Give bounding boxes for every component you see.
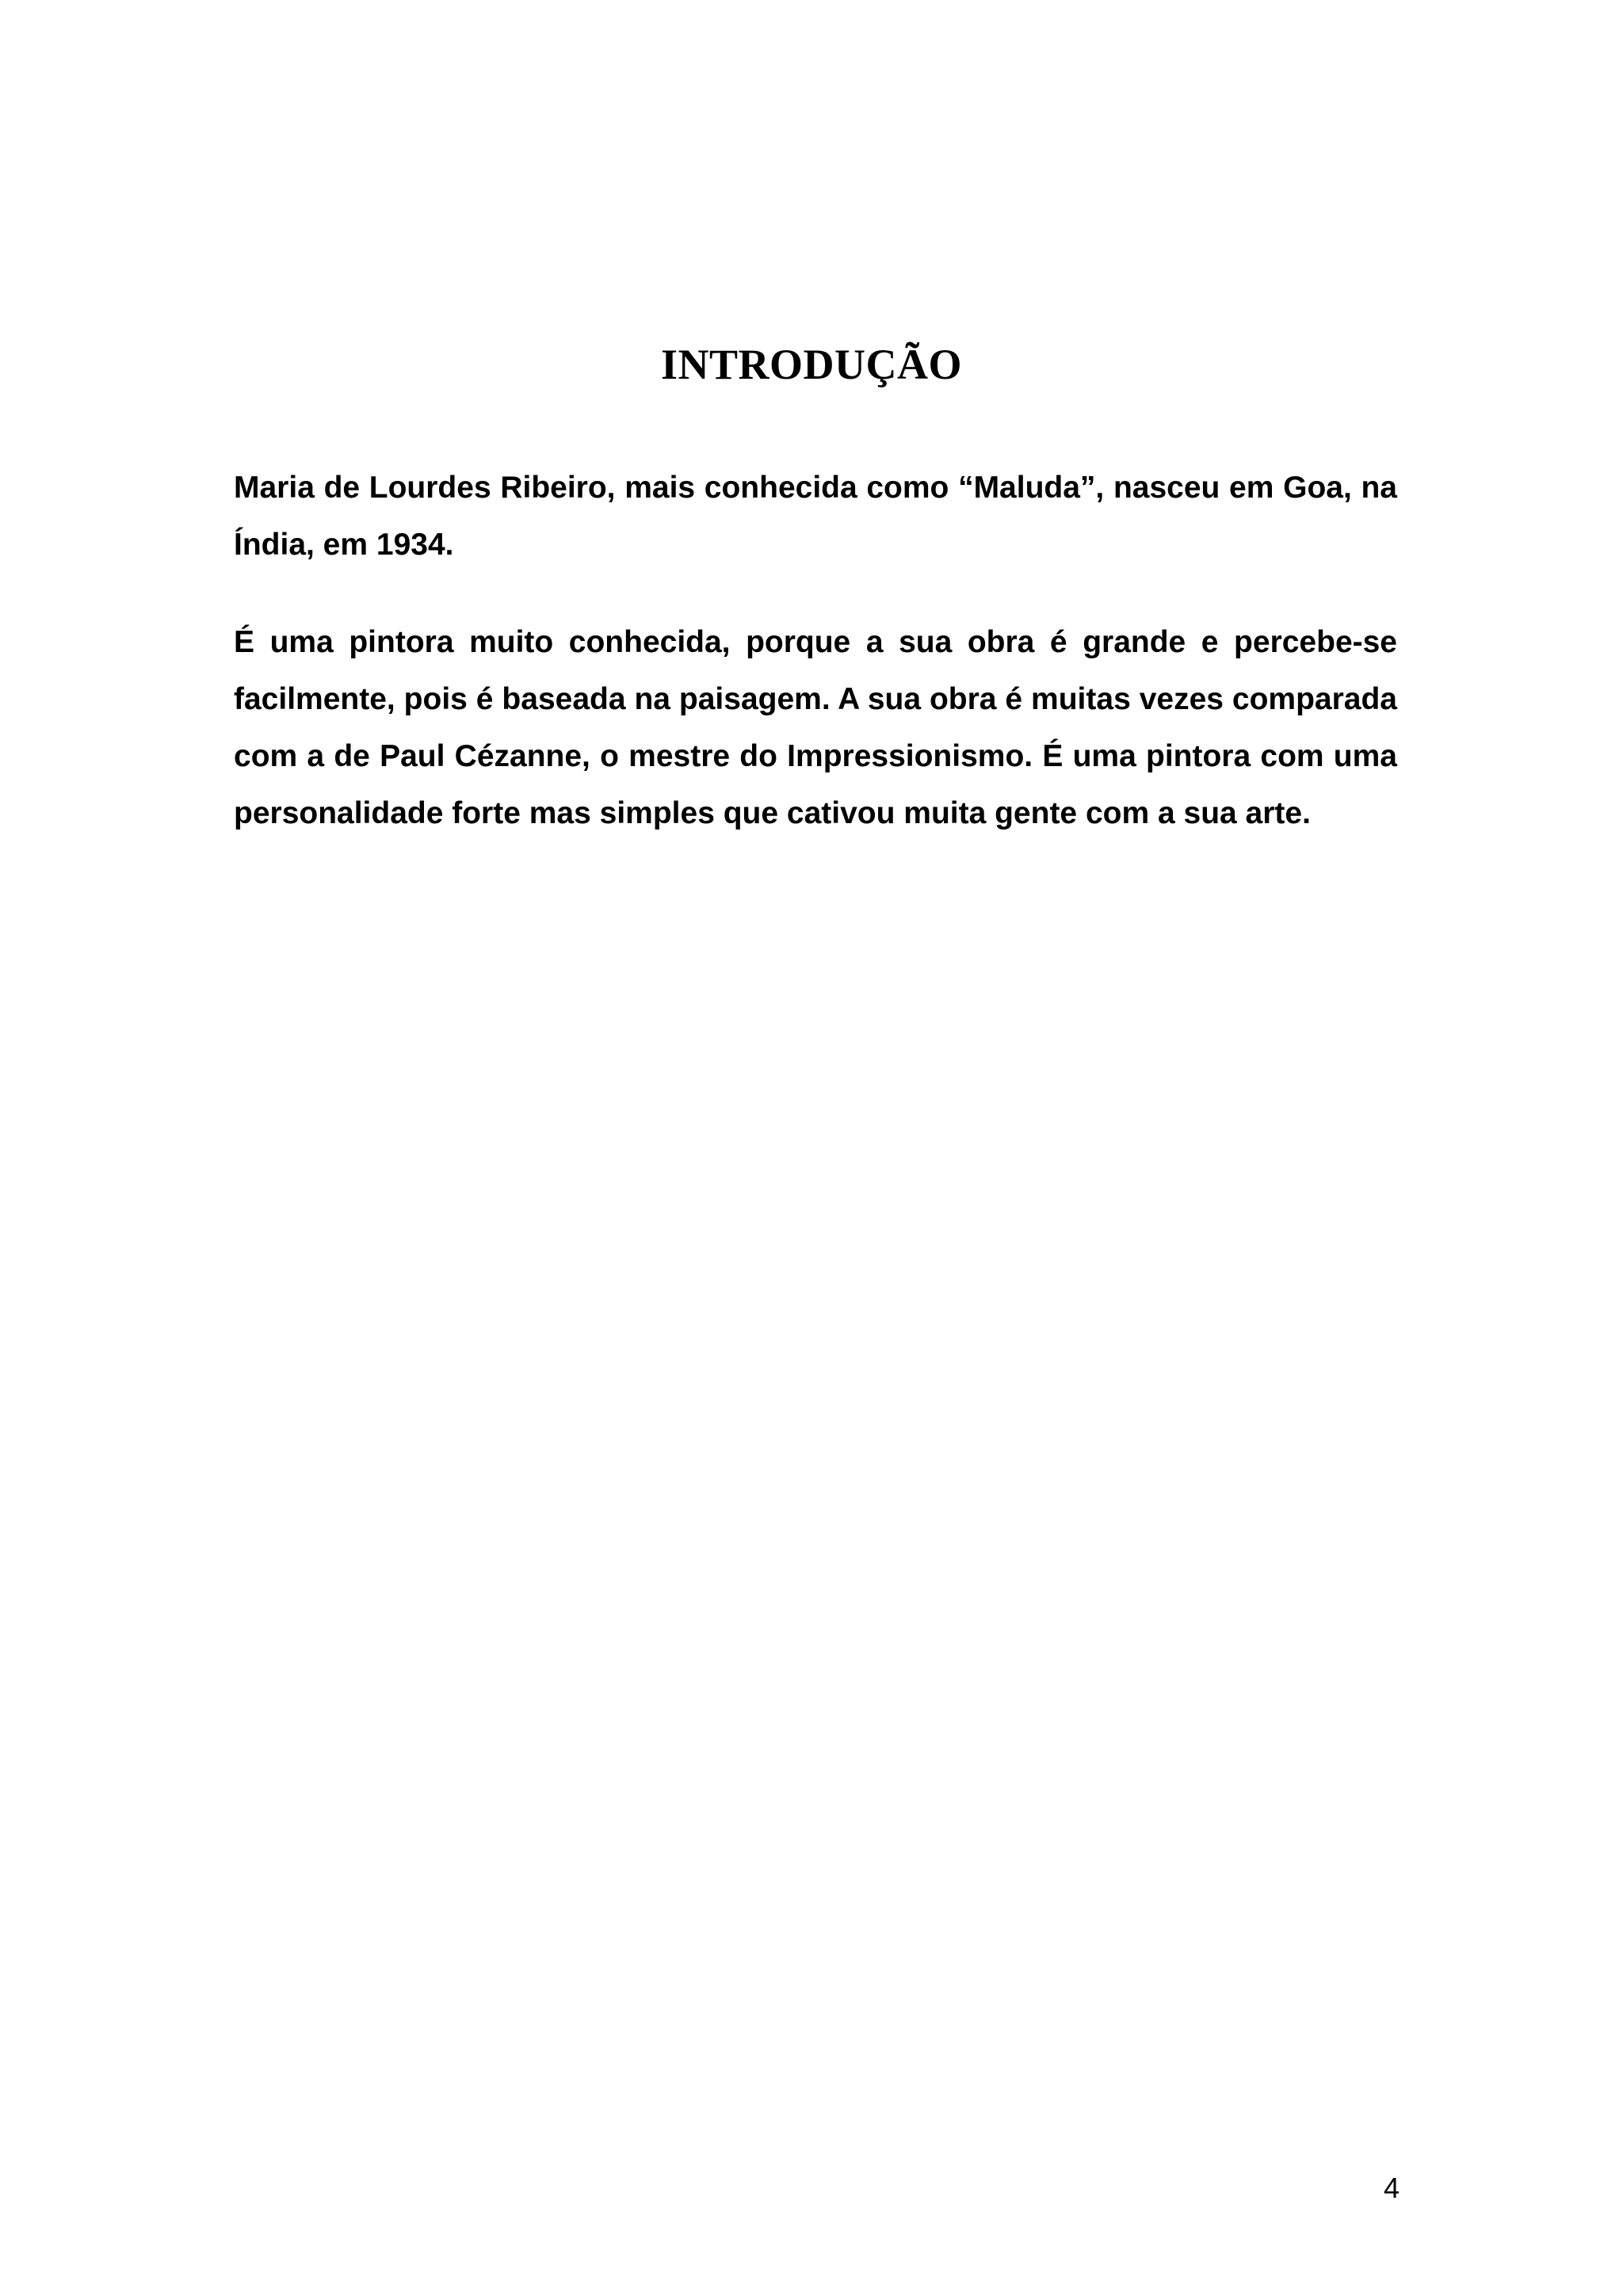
page-title: INTRODUÇÃO [660,341,963,388]
intro-paragraph-2: É uma pintora muito conhecida, porque a sua obra é grande e percebe-se facilmente, pois é baseada na paisagem. A sua obra é muitas vezes comparada com a de Paul Cézanne, o mestre do Impressionismo. É uma pintora com uma personalidade forte mas simples que cativou muita gente com a sua arte. [234,625,1397,830]
page-number: 4 [1383,2172,1400,2204]
intro-paragraph-1: Maria de Lourdes Ribeiro, mais conhecida como “Maluda”, nasceu em Goa, na Índia, em 1934. [234,471,1397,562]
